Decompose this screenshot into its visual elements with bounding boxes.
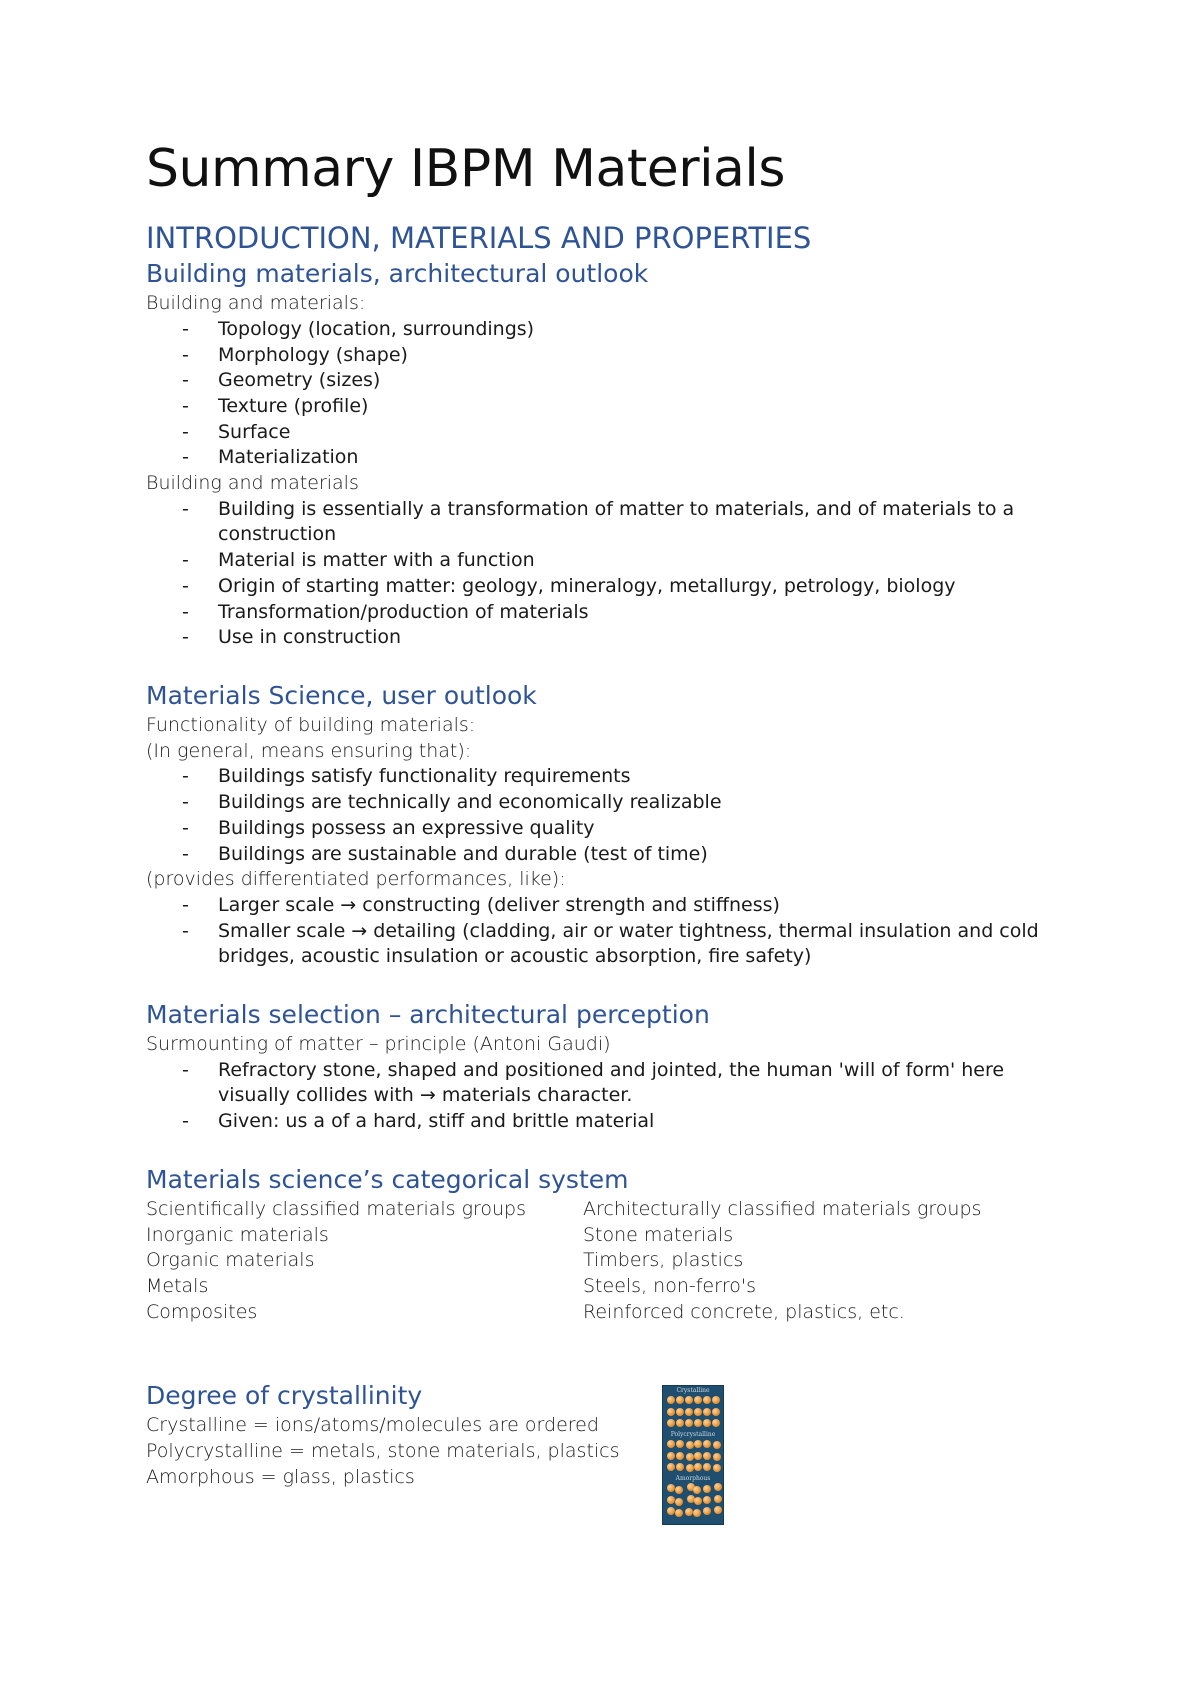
list-item: - Texture (profile): [182, 394, 369, 417]
table-cell: Reinforced concrete, plastics, etc.: [583, 1300, 905, 1323]
paragraph: Polycrystalline = metals, stone materials, plastics: [146, 1440, 620, 1463]
paragraph: (In general, means ensuring that):: [146, 739, 472, 762]
list-item: - Buildings satisfy functionality requirements: [182, 765, 631, 788]
list-item: - Material is matter with a function: [182, 549, 535, 572]
bullet-list: [146, 1058, 1056, 1135]
crystallinity-figure: [662, 1385, 724, 1525]
figure-label: Crystalline: [676, 1387, 710, 1395]
list-item: - Use in construction: [182, 626, 402, 649]
section-heading: INTRODUCTION, MATERIALS AND PROPERTIES: [146, 220, 812, 255]
document-title: Summary IBPM Materials: [146, 139, 785, 199]
list-item: - Geometry (sizes): [182, 369, 381, 392]
table-cell: Steels, non-ferro's: [583, 1274, 757, 1297]
heading-materials-science: Materials Science, user outlook: [146, 680, 537, 710]
list-item: - Morphology (shape): [182, 343, 408, 366]
table-cell: Composites: [146, 1300, 258, 1323]
document-page: [146, 140, 1056, 1490]
category-table: [146, 1197, 1056, 1326]
bullet-list: [146, 764, 1056, 867]
amorphous-atoms: [663, 1483, 723, 1518]
list-item: - Topology (location, surroundings): [182, 317, 535, 340]
list-item: - Refractory stone, shaped and positioned and jointed, the human 'will of form' here visually collides with → materials character.: [182, 1058, 1005, 1107]
list-item: - Materialization: [182, 446, 359, 469]
paragraph: (provides differentiated performances, like):: [146, 868, 566, 891]
table-cell: Scientifically classified materials groups: [146, 1197, 527, 1220]
list-item: - Transformation/production of materials: [182, 600, 589, 623]
table-cell: Inorganic materials: [146, 1223, 329, 1246]
list-item: - Buildings possess an expressive quality: [182, 816, 595, 839]
figure-label: Polycrystalline: [670, 1431, 716, 1439]
heading-building-materials: Building materials, architectural outlook: [146, 259, 649, 289]
bullet-list: [146, 317, 1056, 471]
paragraph: Building and materials:: [146, 292, 366, 315]
table-cell: Stone materials: [583, 1223, 734, 1246]
paragraph: Crystalline = ions/atoms/molecules are ordered: [146, 1414, 599, 1437]
heading-crystallinity: Degree of crystallinity: [146, 1381, 423, 1411]
list-item: - Buildings are technically and economically realizable: [182, 791, 722, 814]
bullet-list: [146, 497, 1056, 651]
list-item: - Given: us a of a hard, stiff and brittle material: [182, 1110, 655, 1133]
table-cell: Metals: [146, 1274, 209, 1297]
bullet-list: [146, 893, 1056, 970]
list-item: - Building is essentially a transformation of matter to materials, and of materials to a construction: [182, 497, 1015, 546]
paragraph: Functionality of building materials:: [146, 713, 476, 736]
list-item: - Surface: [182, 420, 291, 443]
paragraph: Building and materials: [146, 472, 359, 495]
table-cell: Architecturally classified materials groups: [583, 1197, 982, 1220]
table-cell: Timbers, plastics: [583, 1249, 744, 1272]
polycrystalline-atoms: [663, 1439, 723, 1474]
list-item: - Larger scale → constructing (deliver strength and stiffness): [182, 893, 780, 916]
list-item: - Buildings are sustainable and durable (test of time): [182, 842, 708, 865]
list-item: - Smaller scale → detailing (cladding, air or water tightness, thermal insulation and cold bridges, acoustic insulation or acoustic absorption, fire safety): [182, 919, 1039, 968]
table-cell: Organic materials: [146, 1249, 315, 1272]
list-item: - Origin of starting matter: geology, mineralogy, metallurgy, petrology, biology: [182, 574, 956, 597]
paragraph: Surmounting of matter – principle (Antoni Gaudi): [146, 1033, 611, 1056]
crystalline-atoms: [663, 1395, 723, 1430]
heading-categorical-system: Materials science’s categorical system: [146, 1164, 629, 1194]
paragraph: Amorphous = glass, plastics: [146, 1465, 415, 1488]
figure-label: Amorphous: [675, 1475, 711, 1483]
heading-materials-selection: Materials selection – architectural perception: [146, 1000, 710, 1030]
